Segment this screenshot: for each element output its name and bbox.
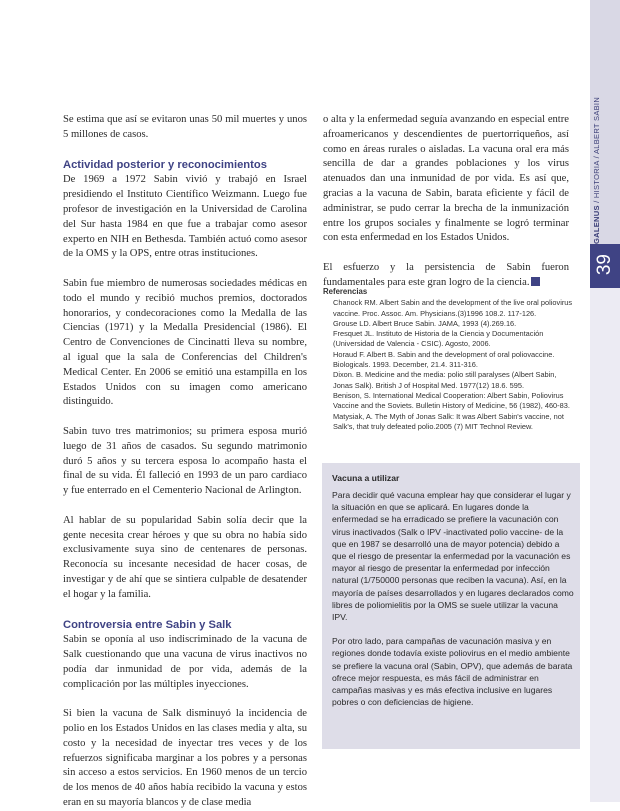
end-of-article-icon xyxy=(531,277,540,286)
journal-name: GALENUS xyxy=(592,205,601,244)
paragraph: Por otro lado, para campañas de vacunación masiva y en regiones donde todavía existe poliovirus en el medio ambiente se prefiere la vacuna oral (Sabin, OPV), que además de barata ofrece mejor respuesta, es más fácil de administrar en campañas masivas y es más efectiva inclusive en lugares pobres o con deficiencias de higiene. xyxy=(332,636,573,708)
references xyxy=(323,287,573,432)
paragraph: o alta y la enfermedad seguía avanzando en especial entre afroamericanos y descendientes de puertorriqueños, así como en áreas rurales o aisladas. La vacuna oral era más sencilla de dar a grandes poblaciones y los virus atenuados dan una inmunidad de por vida. Es así que, gracias a la vacuna de Sabin, barata eficiente y fácil de administrar, se pudo cerrar la brecha de la inmunización entre los grupos sociales y finalmente se logró terminar con esta enfermedad en los Estados Unidos. xyxy=(323,114,569,244)
page-number: 39 xyxy=(594,254,615,276)
paragraph: Sabin fue miembro de numerosas sociedades médicas en todo el mundo y recibió muchos premios, doctorados honorarios, y condecoraciones como la Medalla de las Ciencias (1971) y la Medalla Presidencial (1986). El Centro de Convenciones de Cincinatti lleva su nombre, al igual que la sala de Conferencias del Children's Medical Center. En 2006 se emitió una estampilla en los Estados Unidos con su imagen como americano distinguido. xyxy=(63,277,307,408)
reference-item: Grouse LD. Albert Bruce Sabin. JAMA, 1993 (4).269.16. xyxy=(333,318,517,328)
reference-item: Benison, S. International Medical Cooperation: Albert Sabin, Poliovirus Vaccine and the Soviets. Bulletin History of Medicine, 56 (1982), 460-83. xyxy=(333,390,570,411)
section-path: / HISTORIA / ALBERT SABIN xyxy=(592,96,601,206)
reference-item: Matysiak, A. The Myth of Jonas Salk: It was Albert Sabin's vaccine, not Salk's, that truly defeated polio.2005 (7) MIT Technol Review. xyxy=(333,411,564,431)
sidebar-box xyxy=(322,463,580,749)
paragraph: Para decidir qué vacuna emplear hay que considerar el lugar y la situación en que se aplicará. En lugares donde la enfermedad se ha erradicado se prefiere la vacunación con virus inactivados (Salk o IPV -inactivated polio vaccine- de la que en 1987 se desarrolló una de mayor potencia) debido a que el riesgo de presentar la enfermedad por la vacunación es mayor al riesgo de presentar la enfermedad por infección natural (1/750000 personas que reciben la vacuna). Así, en la mayoría de países desarrollados y en lugares declarados como libres de poliomielitis por la OMS se suele utilizar la vacuna IPV. xyxy=(332,490,574,623)
section-label xyxy=(592,94,618,244)
closing-text: El esfuerzo y la persistencia de Sabin fueron fundamentales para este gran logro de la ciencia. xyxy=(323,261,569,288)
section-heading: Controversia entre Sabin y Salk xyxy=(63,619,232,632)
sidebar-box-body xyxy=(332,489,574,720)
left-column xyxy=(63,113,307,811)
reference-item: Chanock RM. Albert Sabin and the development of the live oral poliovirus vaccine. Proc. Assoc. Am. Physicians.(3)1996 108.2. 117-126. xyxy=(333,298,573,318)
side-tab xyxy=(590,0,620,802)
paragraph: Sabin tuvo tres matrimonios; su primera esposa murió luego de 31 años de casados. Su segundo matrimonio duró 5 años y su tercera esposa lo acompaño hasta el final de su vida. Él falleció en 1993 de un paro cardiaco y fue enterrado en el Cementerio Nacional de Arlington. xyxy=(63,425,307,497)
paragraph: Sabin se oponía al uso indiscriminado de la vacuna de Salk cuestionando que una vacuna de virus inactivos no podía dar inmunidad de por vida, además de la complicación por las múltiples inyecciones. xyxy=(63,634,307,690)
paragraph: De 1969 a 1972 Sabin vivió y trabajó en Israel presidiendo el Instituto Científico Weizmann. Luego fue profesor de investigación en la Universidad de Carolina del Sur hasta 1984 en que fue a trabajar como asesor experto en NIH en Bethesda. También actuó como asesor de la OMS y la OPS, entre otras instituciones. xyxy=(63,174,307,260)
page-number-box xyxy=(590,244,620,288)
reference-item: Dixon. B. Medicine and the media: polio still paralyses (Albert Sabin, Jonas Salk). British J of Hospital Med. 1977(12) 18.6. 595. xyxy=(333,370,557,390)
right-column xyxy=(323,113,569,291)
references-title: Referencias xyxy=(323,287,368,296)
reference-item: Fresquet JL. Instituto de Historia de la Ciencia y Documentación (Universidad de Valencia - CSIC). Agosto, 2006. xyxy=(333,329,544,349)
paragraph: Al hablar de su popularidad Sabin solía decir que la gente necesita crear héroes y que su obra no había sido exclusivamente suya sino de centenares de personas. Reconocía su incesante necesidad de hacer cosas, de investigar y de ahí que se sintiera culpable de desatender el hogar y la familia. xyxy=(63,514,307,600)
sidebar-box-title: Vacuna a utilizar xyxy=(332,473,400,483)
paragraph: Si bien la vacuna de Salk disminuyó la incidencia de polio en los Estados Unidos en las clases media y alta, su costo y la necesidad de inyectar tres veces y de los refuerzos significaba marginar a los pobres y a personas sin acceso a estos servicios. En 1960 menos de un tercio de los menos de 40 años había recibido la vacuna y estos eran en su mayoría blancos y de clase media xyxy=(63,708,307,809)
reference-item: Horaud F. Albert B. Sabin and the development of oral poliovaccine. Biologicals. 1993. December, 21.4. 311-316. xyxy=(333,349,555,370)
section-heading: Actividad posterior y reconocimientos xyxy=(63,159,267,172)
paragraph: Se estima que así se evitaron unas 50 mil muertes y unos 5 millones de casos. xyxy=(63,114,307,140)
